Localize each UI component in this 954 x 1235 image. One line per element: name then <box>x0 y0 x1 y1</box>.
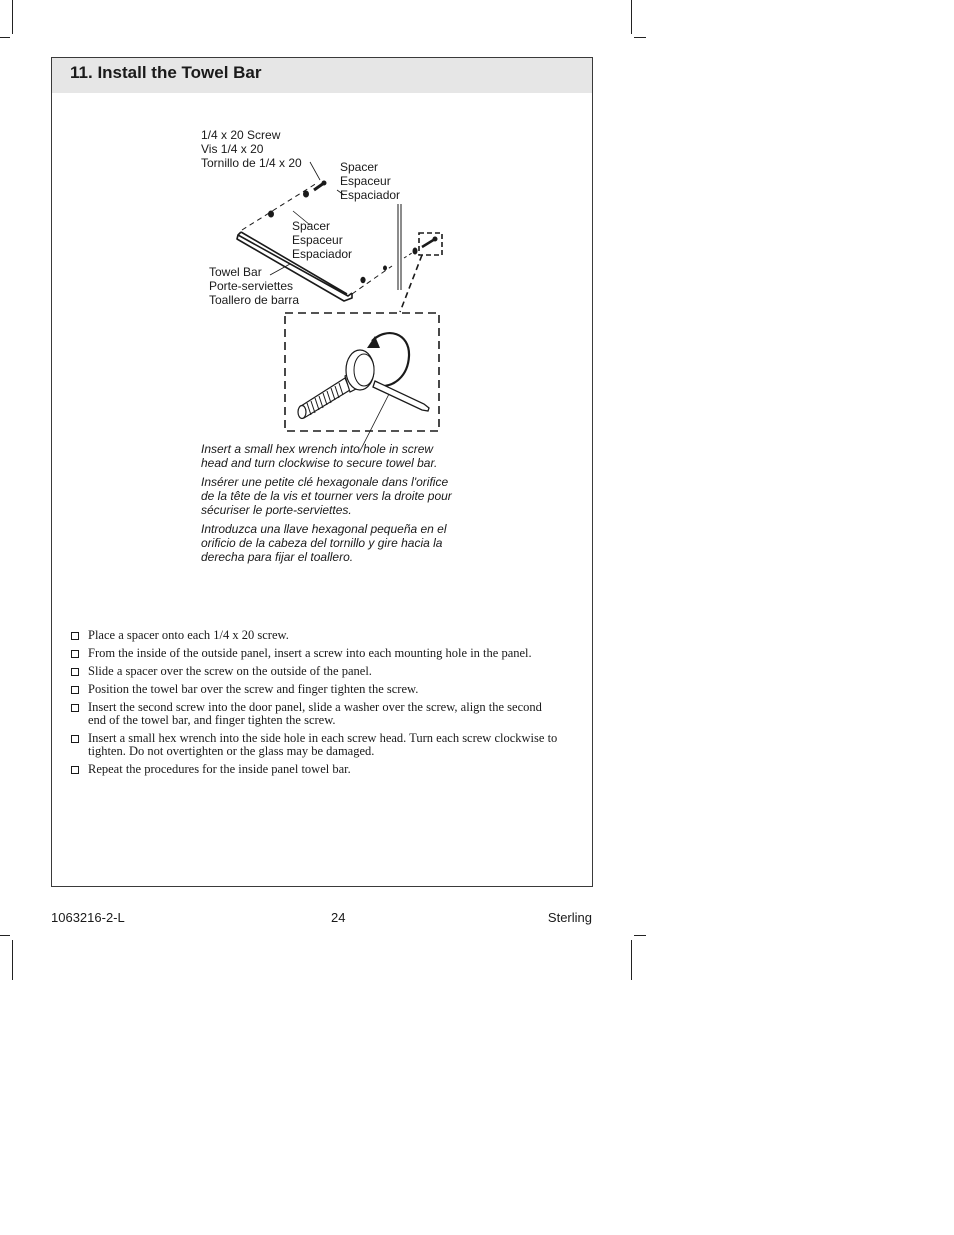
footer-doc-number: 1063216-2-L <box>51 910 125 925</box>
crop-mark <box>0 935 10 936</box>
checkbox-icon <box>71 704 79 712</box>
caption-en: Insert a small hex wrench into hole in screw head and turn clockwise to secure towel bar. <box>201 442 438 470</box>
instruction-panel <box>51 57 593 887</box>
checkbox-icon <box>71 735 79 743</box>
checkbox-icon <box>71 686 79 694</box>
footer-page-number: 24 <box>331 910 346 925</box>
crop-mark <box>631 940 632 980</box>
spacer-label-top-fr: Espaceur <box>340 174 391 188</box>
spacer-label-mid-es: Espaciador <box>292 247 353 261</box>
footer-brand: Sterling <box>547 910 592 925</box>
spacer-icon <box>413 248 418 255</box>
checkbox-icon <box>71 766 79 774</box>
spacer-label-mid-en: Spacer <box>292 219 331 233</box>
crop-mark <box>0 37 10 38</box>
checklist-item <box>69 629 559 642</box>
screw-label-en: 1/4 x 20 Screw <box>201 128 281 142</box>
spacer-icon <box>303 191 309 198</box>
checklist-item-text: Insert the second screw into the door panel, slide a washer over the screw, align the second end of the towel bar, and finger tighten the screw. <box>88 700 542 727</box>
checklist-item-text: Position the towel bar over the screw and finger tighten the screw. <box>88 682 419 696</box>
spacer-label-top-es: Espaciador <box>340 188 401 202</box>
steps-checklist <box>69 629 559 781</box>
screw-icon <box>314 181 327 191</box>
section-title-text: Install the Towel Bar <box>97 63 262 82</box>
checklist-item-text: Place a spacer onto each 1/4 x 20 screw. <box>88 628 289 642</box>
screw-label <box>201 128 302 170</box>
checklist-item <box>69 665 559 678</box>
screw-icon <box>422 237 438 248</box>
crop-mark <box>12 0 13 34</box>
glass-panel-icon <box>398 204 401 290</box>
detail-callout-box <box>419 233 442 255</box>
leader-line <box>310 162 320 180</box>
spacer-label-top-en: Spacer <box>340 160 379 174</box>
checkbox-icon <box>71 632 79 640</box>
checkbox-icon <box>71 668 79 676</box>
towel-bar-label <box>209 265 299 307</box>
spacer-label-top <box>340 160 400 202</box>
checklist-item-text: Repeat the procedures for the inside panel towel bar. <box>88 762 351 776</box>
callout-connector <box>400 255 422 312</box>
alignment-line-bottom <box>352 266 392 294</box>
checklist-item <box>69 701 559 727</box>
spacer-label-mid-fr: Espaceur <box>292 233 343 247</box>
checklist-item <box>69 647 559 660</box>
spacer-label-mid <box>292 219 352 261</box>
crop-mark <box>634 37 646 38</box>
caption-es: Introduzca una llave hexagonal pequeña en el orificio de la cabeza del tornillo y gire hacia la derecha para fijar el toallero. <box>201 522 447 564</box>
checkbox-icon <box>71 650 79 658</box>
spacer-icon <box>360 277 365 283</box>
crop-mark <box>634 935 646 936</box>
checklist-item <box>69 763 559 776</box>
checklist-item-text: Insert a small hex wrench into the side hole in each screw head. Turn each screw clockwise to tighten. Do not overtighten or the glass may be damaged. <box>88 731 558 758</box>
screw-label-es: Tornillo de 1/4 x 20 <box>201 156 302 170</box>
checklist-item <box>69 732 559 758</box>
crop-mark <box>631 0 632 34</box>
spacer-icon <box>268 211 274 218</box>
threaded-screw-icon <box>298 350 374 419</box>
section-number: 11. <box>70 63 93 82</box>
screw-label-fr: Vis 1/4 x 20 <box>201 142 264 156</box>
spacer-icon <box>383 266 387 271</box>
towel-bar-label-en: Towel Bar <box>209 265 262 279</box>
checklist-item-text: Slide a spacer over the screw on the outside of the panel. <box>88 664 372 678</box>
towel-bar-label-fr: Porte-serviettes <box>209 279 294 293</box>
clockwise-arrow-icon <box>372 333 409 386</box>
towel-bar-label-es: Toallero de barra <box>209 293 300 307</box>
checklist-item-text: From the inside of the outside panel, insert a screw into each mounting hole in the panel. <box>88 646 532 660</box>
hex-wrench-icon <box>373 381 429 411</box>
caption-fr: Insérer une petite clé hexagonale dans l'orifice de la tête de la vis et tourner vers la droite pour sécuriser le porte-serviettes. <box>201 475 452 517</box>
crop-mark <box>12 940 13 980</box>
checklist-item <box>69 683 559 696</box>
